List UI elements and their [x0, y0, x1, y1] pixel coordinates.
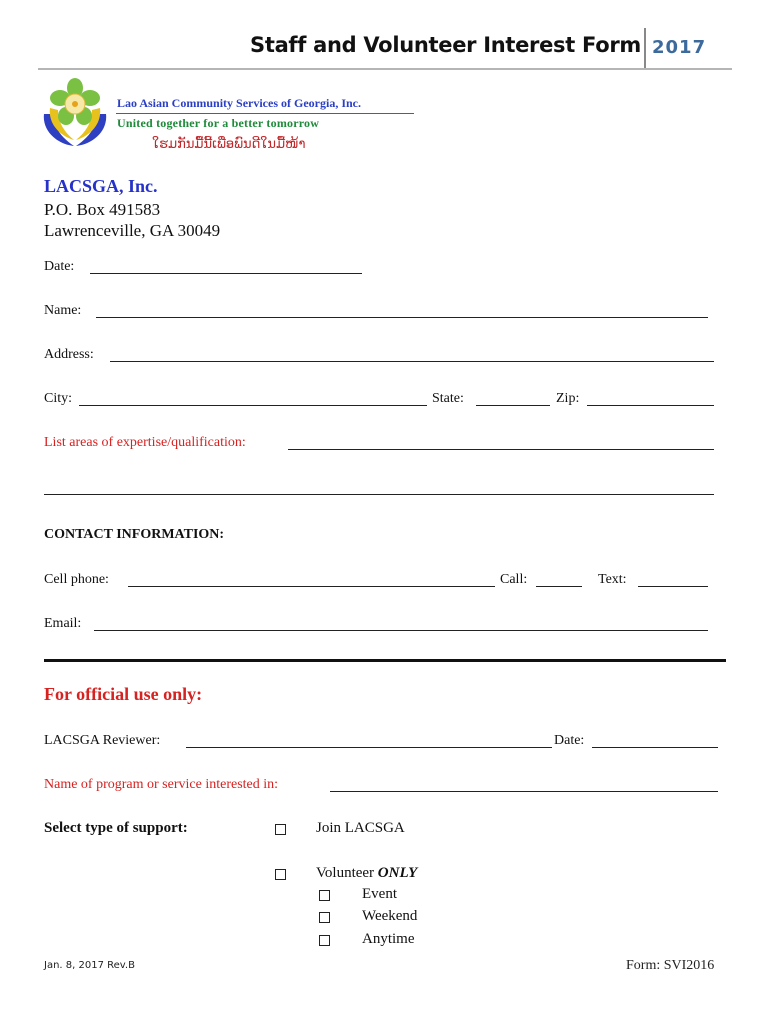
city-field[interactable]	[79, 391, 427, 406]
org-name: Lao Asian Community Services of Georgia, Inc.	[117, 96, 361, 110]
reviewer-row	[44, 733, 724, 753]
title-divider	[644, 28, 646, 68]
date-row	[44, 259, 724, 279]
program-row	[44, 777, 724, 797]
join-checkbox[interactable]	[275, 824, 286, 835]
state-label: State:	[432, 391, 464, 406]
company-name: LACSGA, Inc.	[44, 176, 158, 196]
anytime-option-label: Anytime	[362, 931, 415, 947]
contact-heading-row	[44, 527, 724, 547]
name-field[interactable]	[96, 303, 708, 318]
header-rule	[38, 68, 732, 70]
expertise-label: List areas of expertise/qualification:	[44, 435, 246, 450]
contact-heading: CONTACT INFORMATION:	[44, 527, 225, 542]
official-heading: For official use only:	[44, 684, 203, 704]
form-id: Form: SVI2016	[626, 958, 715, 973]
org-logo-icon	[38, 74, 112, 148]
name-label: Name:	[44, 303, 82, 318]
reviewer-date-label: Date:	[554, 733, 585, 748]
volunteer-checkbox[interactable]	[275, 869, 286, 880]
org-tagline-lao: ໃຮມກັນມື້ນີ້ເພື່ອພົນດີໃນມື້ໜ້າ	[152, 137, 306, 152]
text-label: Text:	[598, 572, 627, 587]
call-label: Call:	[500, 572, 528, 587]
weekend-checkbox[interactable]	[319, 912, 330, 923]
city-label: City:	[44, 391, 73, 406]
volunteer-option	[316, 865, 417, 882]
state-field[interactable]	[476, 391, 550, 406]
expertise-field-2[interactable]	[44, 480, 714, 495]
reviewer-label: LACSGA Reviewer:	[44, 733, 161, 748]
zip-field[interactable]	[587, 391, 714, 406]
org-tagline: United together for a better tomorrow	[117, 116, 320, 130]
volunteer-option-label: Volunteer	[316, 865, 375, 881]
revision-note: Jan. 8, 2017 Rev.B	[44, 960, 135, 971]
reviewer-date-field[interactable]	[592, 733, 718, 748]
address-row	[44, 347, 724, 367]
org-underline	[116, 113, 414, 114]
reviewer-field[interactable]	[186, 733, 552, 748]
email-field[interactable]	[94, 616, 708, 631]
program-label: Name of program or service interested in:	[44, 777, 279, 792]
form-title: Staff and Volunteer Interest Form	[250, 33, 641, 57]
program-field[interactable]	[330, 777, 718, 792]
expertise-row	[44, 435, 724, 455]
po-box: P.O. Box 491583	[44, 200, 161, 219]
date-label: Date:	[44, 259, 75, 274]
official-divider	[44, 659, 726, 662]
join-option-label: Join LACSGA	[316, 820, 405, 836]
expertise-field[interactable]	[288, 435, 714, 450]
volunteer-only-emphasis: ONLY	[377, 865, 418, 881]
phone-row	[44, 572, 724, 592]
city-row	[44, 391, 724, 411]
email-row	[44, 616, 724, 636]
city-line: Lawrenceville, GA 30049	[44, 221, 221, 240]
cell-phone-label: Cell phone:	[44, 572, 109, 587]
date-field[interactable]	[90, 259, 362, 274]
call-field[interactable]	[536, 572, 582, 587]
anytime-checkbox[interactable]	[319, 935, 330, 946]
name-row	[44, 303, 724, 323]
address-field[interactable]	[110, 347, 714, 362]
event-checkbox[interactable]	[319, 890, 330, 901]
zip-label: Zip:	[556, 391, 580, 406]
event-option-label: Event	[362, 886, 397, 902]
address-label: Address:	[44, 347, 94, 362]
expertise-row-2	[44, 480, 724, 500]
support-label: Select type of support:	[44, 820, 188, 836]
form-year: 2017	[652, 37, 707, 58]
cell-phone-field[interactable]	[128, 572, 495, 587]
weekend-option-label: Weekend	[362, 908, 418, 924]
text-field[interactable]	[638, 572, 708, 587]
email-label: Email:	[44, 616, 82, 631]
